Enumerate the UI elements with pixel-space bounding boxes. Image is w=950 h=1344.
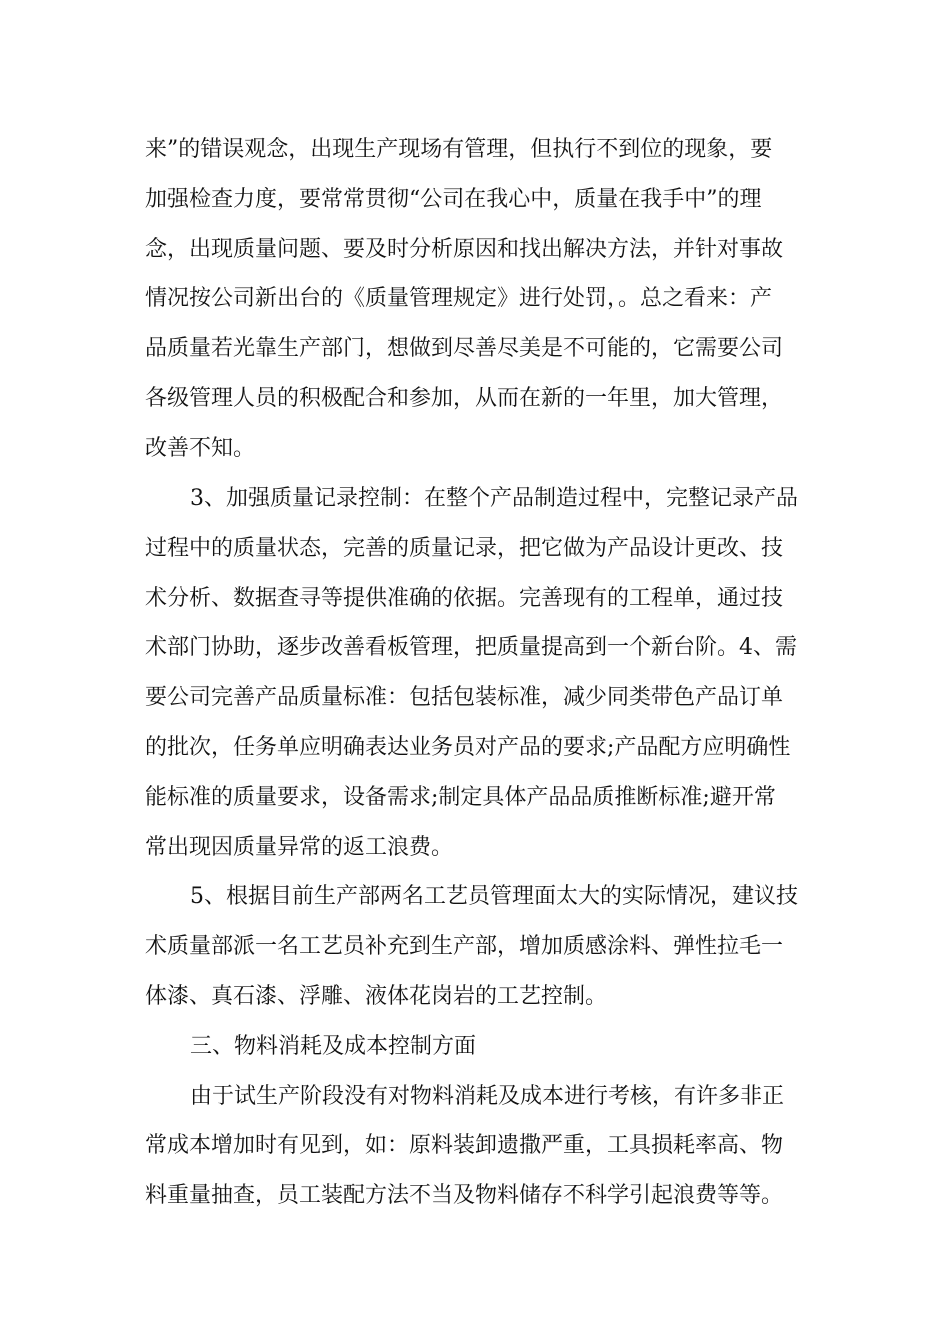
paragraph-line: 体漆、真石漆、浮雕、液体花岗岩的工艺控制。	[145, 984, 608, 1009]
paragraph-line: 术分析、数据查寻等提供准确的依据。完善现有的工程单，通过技	[145, 586, 784, 611]
paragraph-line: 3、加强质量记录控制：在整个产品制造过程中，完整记录产品	[190, 486, 798, 511]
paragraph-line: 来”的错误观念，出现生产现场有管理，但执行不到位的现象，要	[145, 137, 773, 162]
paragraph-line: 过程中的质量状态，完善的质量记录，把它做为产品设计更改、技	[145, 536, 784, 561]
paragraph-line: 常出现因质量异常的返工浪费。	[145, 835, 454, 860]
paragraph-line: 各级管理人员的积极配合和参加，从而在新的一年里，加大管理，	[145, 386, 784, 411]
paragraph-line: 加强检查力度，要常常贯彻“公司在我心中，质量在我手中”的理	[145, 187, 762, 212]
paragraph-line: 能标准的质量要求，设备需求;制定具体产品品质推断标准;避开常	[145, 785, 776, 810]
paragraph-line: 料重量抽查，员工装配方法不当及物料储存不科学引起浪费等等。	[145, 1183, 784, 1208]
paragraph-line: 改善不知。	[145, 436, 256, 461]
paragraph-line: 念，出现质量问题、要及时分析原因和找出解决方法，并针对事故	[145, 237, 784, 262]
paragraph-line: 由于试生产阶段没有对物料消耗及成本进行考核，有许多非正	[190, 1084, 785, 1109]
paragraph-line: 术质量部派一名工艺员补充到生产部，增加质感涂料、弹性拉毛一	[145, 934, 784, 959]
paragraph-line: 常成本增加时有见到，如：原料装卸遗撒严重，工具损耗率高、物	[145, 1133, 784, 1158]
paragraph-line: 的批次，任务单应明确表达业务员对产品的要求;产品配方应明确性	[145, 735, 791, 760]
paragraph-line: 5、根据目前生产部两名工艺员管理面太大的实际情况，建议技	[190, 884, 798, 909]
section-heading: 三、物料消耗及成本控制方面	[190, 1034, 477, 1059]
paragraph-line: 情况按公司新出台的《质量管理规定》进行处罚，。总之看来：产	[145, 286, 773, 311]
paragraph-line: 品质量若光靠生产部门，想做到尽善尽美是不可能的，它需要公司	[145, 336, 784, 361]
paragraph-line: 要公司完善产品质量标准：包括包装标准，减少同类带色产品订单	[145, 685, 784, 710]
paragraph-line: 术部门协助，逐步改善看板管理，把质量提高到一个新台阶。4、需	[145, 635, 797, 660]
